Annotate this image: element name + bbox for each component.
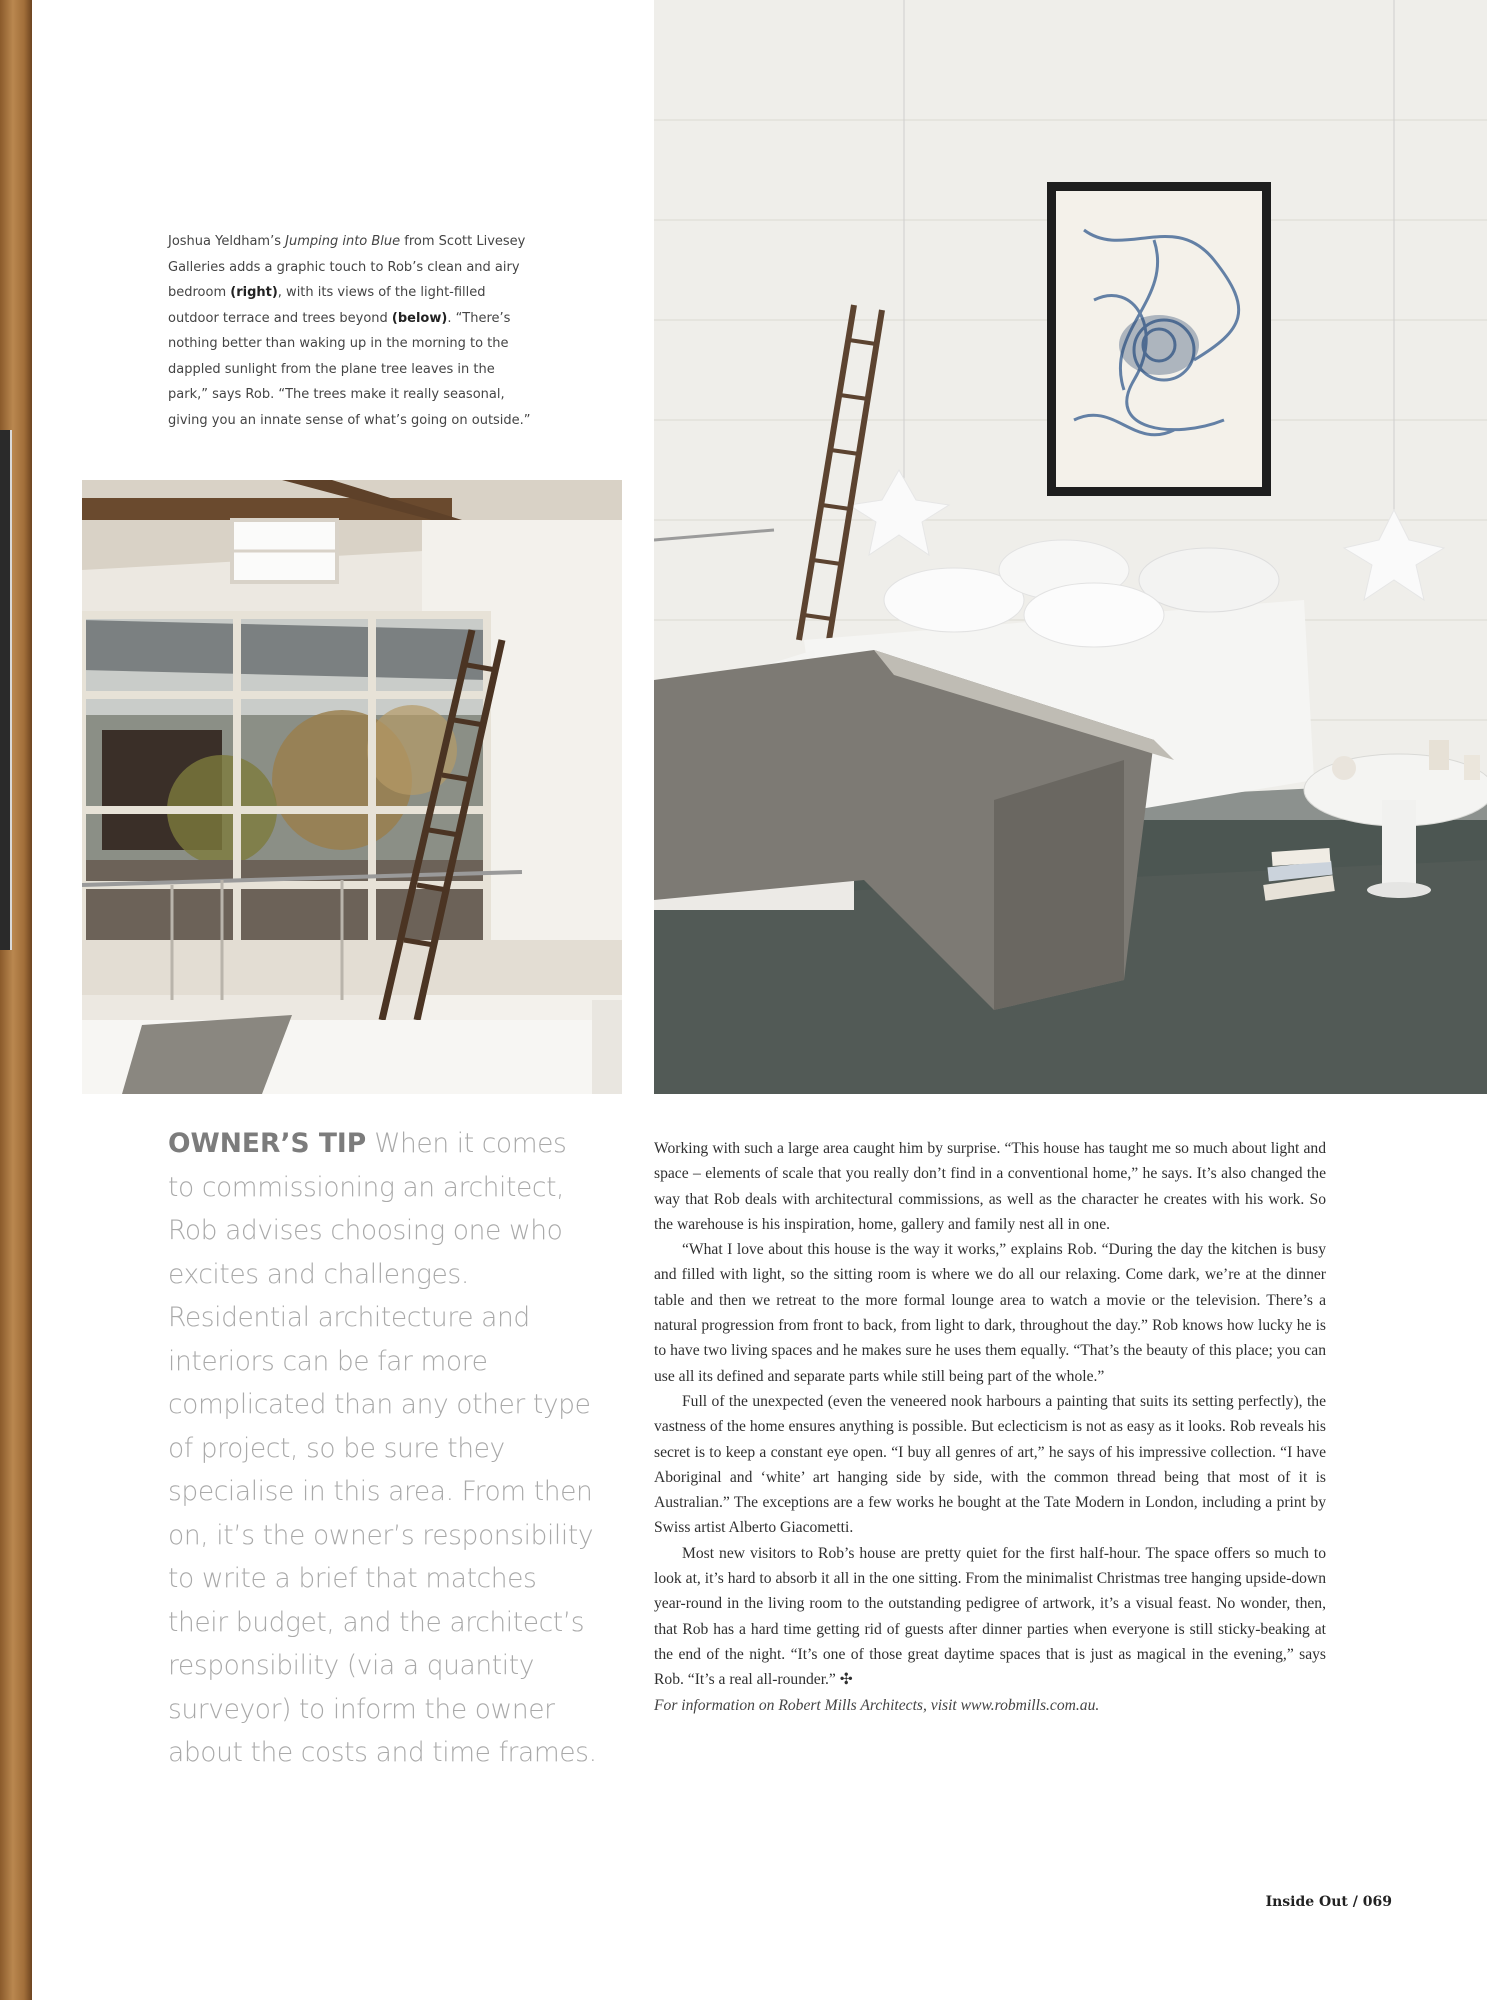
caption-artwork-title: Jumping into Blue bbox=[285, 234, 401, 249]
article-paragraph: Most new visitors to Rob’s house are pretty quiet for the first half-hour. The space offers so much to look at, it’s hard to absorb it all in the one sitting. From the minimalist Christmas tree hanging upside-down year-round in the living room to the outstanding pedigree of artwork, it’s a visual feast. No wonder, then, that Rob has a hard time getting rid of guests after dinner parties when everyone is still sticky-beaking at the end of the night. “It’s one of those great daytime spaces that is just as magical in the evening,” says Rob. “It’s a real all-rounder.” ✣ bbox=[654, 1544, 1326, 1689]
caption-ref-right: (right) bbox=[230, 285, 278, 300]
adjacent-page-frame-edge bbox=[0, 430, 12, 950]
caption-text-2: from Scott Livesey Galleries adds a graphic touch to Rob’s clean and airy bedroom bbox=[168, 234, 526, 300]
caption-text-1: Joshua Yeldham’s bbox=[168, 234, 286, 249]
caption-text-4: . “There’s nothing better than waking up in the morning to the dappled sunlight from the plane tree leaves in the park,” says Rob. “The trees make it really seasonal, giving you an innate sense of what’s going on outside.” bbox=[168, 310, 531, 428]
owners-tip-pullout bbox=[168, 1122, 598, 1775]
adjacent-page-wood-edge bbox=[0, 0, 32, 2000]
loft-window-illustration bbox=[82, 480, 622, 1094]
caption-text-3: , with its views of the light-filled outdoor terrace and trees beyond bbox=[168, 285, 486, 326]
photo-caption bbox=[168, 229, 538, 433]
bedroom-photo bbox=[654, 0, 1487, 1094]
article-credit: For information on Robert Mills Architects, visit www.robmills.com.au. bbox=[654, 1696, 1100, 1714]
article-paragraph: “What I love about this house is the way it works,” explains Rob. “During the day the kitchen is busy and filled with light, so the sitting room is where we do all our relaxing. Come dark, we’re at the dinner table and then we retreat to the more formal lounge area to watch a movie or the television. There’s a natural progression from front to back, from light to dark, throughout the day.” Rob knows how lucky he is to have two living spaces and he makes sure he uses them equally. “That’s the beauty of this place; you can use all its defined and separate parts while still being part of the whole.” bbox=[654, 1241, 1326, 1385]
caption-ref-below: (below) bbox=[391, 310, 448, 326]
article-paragraph: Full of the unexpected (even the veneered nook harbours a painting that suits its setting perfectly), the vastness of the home ensures anything is possible. But eclecticism is not as easy as it looks. Rob reveals his secret is to keep a constant eye open. “I buy all genres of art,” he says of his impressive collection. “I have Aboriginal and ‘white’ art hanging side by side, with the common thread being that most of it is Australian.” The exceptions are a few works he bought at the Tate Modern in London, including a print by Swiss artist Alberto Giacometti. bbox=[654, 1392, 1326, 1537]
owners-tip-heading: OWNER’S TIP bbox=[168, 1128, 367, 1159]
article-paragraph: Working with such a large area caught him by surprise. “This house has taught me so much about light and space – elements of scale that you really don’t find in a conventional home,” he says. It’s also changed the way that Rob deals with architectural commissions, as well as the character he creates with his work. So the warehouse is his inspiration, home, gallery and family nest all in one. bbox=[654, 1140, 1326, 1233]
article-body bbox=[654, 1136, 1326, 1718]
loft-window-photo bbox=[82, 480, 622, 1094]
page-folio: Inside Out / 069 bbox=[1265, 1894, 1392, 1910]
bedroom-illustration bbox=[654, 0, 1487, 1094]
owners-tip-text: When it comes to commissioning an architect, Rob advises choosing one who excites and challenges. Residential architecture and interiors can be far more complicated than any other type of project, so be sure they specialise in this area. From then on, it’s the owner’s responsibility to write a brief that matches their budget, and the architect’s responsibility (via a quantity surveyor) to inform the owner about the costs and time frames. bbox=[168, 1128, 597, 1768]
